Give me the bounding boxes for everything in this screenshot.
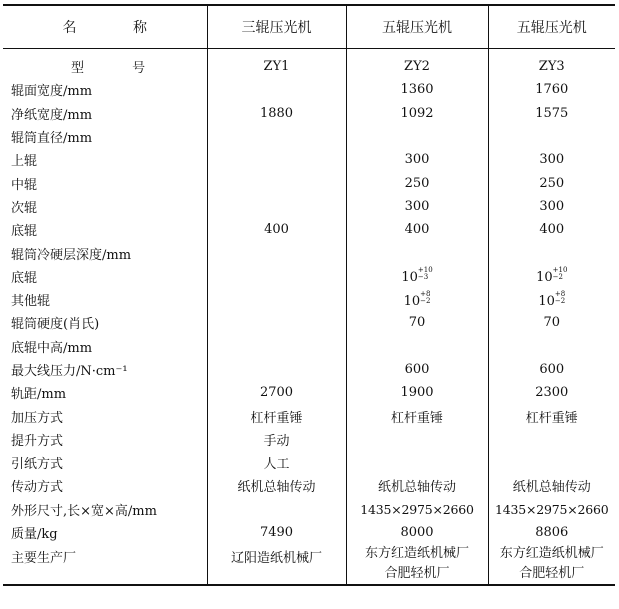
cell-a: 辽阳造纸机械厂 bbox=[207, 544, 346, 585]
row-label: 提升方式 bbox=[11, 433, 64, 449]
table-row bbox=[3, 521, 615, 544]
cell-c bbox=[488, 428, 615, 451]
cell-c bbox=[488, 288, 615, 311]
cell-c: 70 bbox=[488, 311, 615, 334]
cell-b: 8000 bbox=[346, 521, 488, 544]
row-label: 质量/kg bbox=[11, 527, 58, 543]
cell-b: 300 bbox=[346, 195, 488, 218]
cell-c bbox=[488, 335, 615, 358]
manufacturer-line: 东方红造纸机械厂 bbox=[499, 546, 604, 562]
table-row bbox=[3, 451, 615, 474]
row-label: 上辊 bbox=[11, 154, 38, 170]
table-row bbox=[3, 428, 615, 451]
cell-b: 600 bbox=[346, 358, 488, 381]
tolerance-base: 10 bbox=[536, 270, 553, 286]
cell-b: 1435×2975×2660 bbox=[346, 498, 488, 521]
row-label: 次辊 bbox=[11, 200, 38, 216]
cell-c bbox=[488, 241, 615, 264]
cell-a: 人工 bbox=[207, 451, 346, 474]
table-row bbox=[3, 265, 615, 288]
cell-b: 400 bbox=[346, 218, 488, 241]
tolerance-lower: −2 bbox=[420, 296, 431, 305]
table-row bbox=[3, 381, 615, 404]
cell-a bbox=[207, 335, 346, 358]
cell-c: 杠杆重锤 bbox=[488, 404, 615, 427]
header-name: 名 称 bbox=[3, 5, 207, 49]
row-label: 轨距/mm bbox=[11, 387, 67, 403]
table-row bbox=[3, 102, 615, 125]
table-row bbox=[3, 49, 615, 79]
cell-a bbox=[207, 195, 346, 218]
tolerance-upper: +10 bbox=[417, 266, 433, 275]
row-label: 传动方式 bbox=[11, 480, 64, 496]
cell-b: ZY2 bbox=[346, 49, 488, 79]
tolerance-value bbox=[538, 291, 565, 309]
cell-b bbox=[346, 288, 488, 311]
table-header-row bbox=[3, 5, 615, 49]
cell-a bbox=[207, 498, 346, 521]
cell-a: 纸机总轴传动 bbox=[207, 474, 346, 497]
tolerance-value bbox=[404, 291, 431, 309]
cell-a bbox=[207, 288, 346, 311]
table-row bbox=[3, 288, 615, 311]
cell-a: 手动 bbox=[207, 428, 346, 451]
calender-spec-table bbox=[3, 4, 615, 586]
cell-b: 纸机总轴传动 bbox=[346, 474, 488, 497]
row-label: 辊面宽度/mm bbox=[11, 84, 93, 100]
cell-c bbox=[488, 544, 615, 585]
row-label: 加压方式 bbox=[11, 410, 64, 426]
row-label: 底辊 bbox=[11, 270, 38, 286]
cell-b bbox=[346, 265, 488, 288]
cell-b: 1900 bbox=[346, 381, 488, 404]
header-col2: 五辊压光机 bbox=[346, 5, 488, 49]
cell-c: 1435×2975×2660 bbox=[488, 498, 615, 521]
cell-c: 2300 bbox=[488, 381, 615, 404]
tolerance-value bbox=[401, 267, 432, 285]
table-row bbox=[3, 335, 615, 358]
table-row bbox=[3, 195, 615, 218]
cell-c: 300 bbox=[488, 148, 615, 171]
table-row bbox=[3, 474, 615, 497]
cell-a: 1880 bbox=[207, 102, 346, 125]
cell-a bbox=[207, 78, 346, 101]
tolerance-lower: −2 bbox=[554, 296, 566, 305]
header-col1: 三辊压光机 bbox=[207, 5, 346, 49]
cell-c: 250 bbox=[488, 171, 615, 194]
row-label: 其他辊 bbox=[11, 294, 51, 310]
row-label: 引纸方式 bbox=[11, 457, 64, 473]
tolerance-upper: +8 bbox=[554, 289, 566, 298]
cell-c bbox=[488, 451, 615, 474]
cell-b: 250 bbox=[346, 171, 488, 194]
tolerance-base: 10 bbox=[538, 293, 555, 309]
tolerance-base: 10 bbox=[401, 270, 418, 286]
cell-b bbox=[346, 125, 488, 148]
cell-b bbox=[346, 335, 488, 358]
manufacturer-line: 合肥轻机厂 bbox=[384, 566, 450, 582]
tolerance-base: 10 bbox=[403, 293, 421, 309]
row-label: 中辊 bbox=[11, 177, 38, 193]
cell-b bbox=[346, 451, 488, 474]
cell-c: 300 bbox=[488, 195, 615, 218]
cell-b: 70 bbox=[346, 311, 488, 334]
manufacturer-line: 合肥轻机厂 bbox=[519, 566, 585, 582]
header-col3: 五辊压光机 bbox=[488, 5, 615, 49]
cell-b bbox=[346, 241, 488, 264]
table-row bbox=[3, 404, 615, 427]
cell-c: 1575 bbox=[488, 102, 615, 125]
table-row bbox=[3, 544, 615, 585]
table-row bbox=[3, 78, 615, 101]
table-row bbox=[3, 125, 615, 148]
row-label: 底辊中高/mm bbox=[11, 340, 93, 356]
cell-a: 400 bbox=[207, 218, 346, 241]
table-row bbox=[3, 311, 615, 334]
cell-c bbox=[488, 125, 615, 148]
cell-c: 400 bbox=[488, 218, 615, 241]
cell-a: ZY1 bbox=[207, 49, 346, 79]
table-row bbox=[3, 241, 615, 264]
table-row bbox=[3, 498, 615, 521]
cell-a: 2700 bbox=[207, 381, 346, 404]
manufacturer-line: 东方红造纸机械厂 bbox=[364, 546, 469, 562]
cell-c: ZY3 bbox=[488, 49, 615, 79]
cell-a bbox=[207, 265, 346, 288]
cell-b bbox=[346, 428, 488, 451]
cell-a bbox=[207, 241, 346, 264]
cell-b: 1360 bbox=[346, 78, 488, 101]
cell-b: 1092 bbox=[346, 102, 488, 125]
cell-a bbox=[207, 148, 346, 171]
cell-c: 纸机总轴传动 bbox=[488, 474, 615, 497]
cell-a bbox=[207, 311, 346, 334]
row-label: 主要生产厂 bbox=[3, 544, 207, 585]
row-label: 型 号 bbox=[71, 61, 168, 77]
cell-a bbox=[207, 125, 346, 148]
table-row bbox=[3, 171, 615, 194]
row-label: 辊筒冷硬层深度/mm bbox=[11, 247, 132, 263]
cell-b: 杠杆重锤 bbox=[346, 404, 488, 427]
row-label: 最大线压力/N·cm⁻¹ bbox=[11, 364, 128, 379]
tolerance-upper: +10 bbox=[552, 266, 568, 275]
cell-b bbox=[346, 544, 488, 585]
tolerance-upper: +8 bbox=[420, 289, 431, 298]
row-label: 底辊 bbox=[11, 224, 38, 240]
table-row bbox=[3, 148, 615, 171]
cell-c bbox=[488, 265, 615, 288]
row-label: 辊筒硬度(肖氏) bbox=[11, 317, 100, 333]
tolerance-lower: −2 bbox=[552, 273, 563, 282]
cell-a: 7490 bbox=[207, 521, 346, 544]
cell-a: 杠杆重锤 bbox=[207, 404, 346, 427]
row-label: 外形尺寸,长×宽×高/mm bbox=[11, 503, 157, 519]
cell-a bbox=[207, 171, 346, 194]
cell-c: 1760 bbox=[488, 78, 615, 101]
row-label: 净纸宽度/mm bbox=[11, 107, 93, 123]
cell-c: 600 bbox=[488, 358, 615, 381]
row-label: 辊筒直径/mm bbox=[11, 131, 93, 147]
tolerance-value bbox=[536, 267, 567, 285]
cell-b: 300 bbox=[346, 148, 488, 171]
table-row bbox=[3, 358, 615, 381]
cell-a bbox=[207, 358, 346, 381]
cell-c: 8806 bbox=[488, 521, 615, 544]
table-row bbox=[3, 218, 615, 241]
tolerance-lower: −3 bbox=[417, 273, 429, 282]
